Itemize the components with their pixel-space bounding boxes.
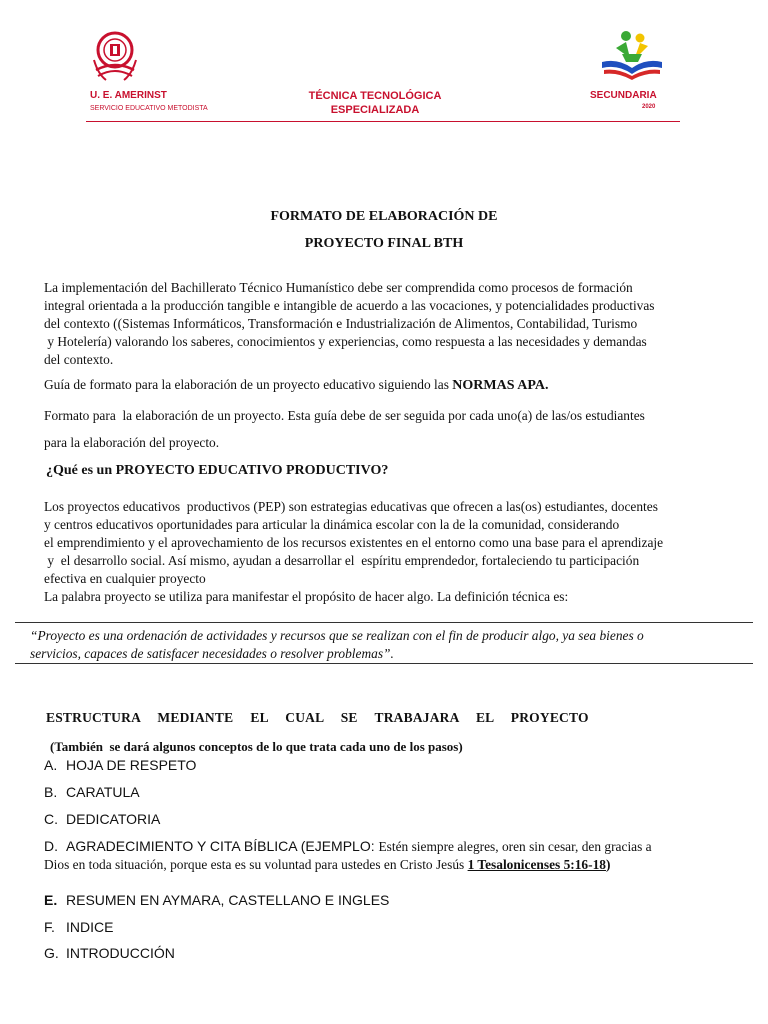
list-letter: D. bbox=[44, 838, 58, 854]
pep-line: La palabra proyecto se utiliza para manifestar el propósito de hacer algo. La definición técnica es: bbox=[44, 589, 569, 604]
quote-line: servicios, capaces de satisfacer necesidades o resolver problemas”. bbox=[30, 646, 394, 661]
list-text: INTRODUCCIÓN bbox=[66, 945, 175, 961]
definition-quote bbox=[30, 627, 750, 663]
guide-paragraph bbox=[44, 376, 744, 395]
list-text: DEDICATORIA bbox=[66, 811, 161, 827]
close-paren: ) bbox=[605, 857, 611, 872]
list-letter: B. bbox=[44, 784, 58, 800]
page-title-line2: PROYECTO FINAL BTH bbox=[304, 236, 464, 251]
list-text: HOJA DE RESPETO bbox=[66, 757, 197, 773]
list-letter: A. bbox=[44, 757, 58, 773]
intro-line: integral orientada a la producción tangible e intangible de acuerdo a las vocaciones, y potencialidades productivas bbox=[44, 298, 655, 313]
guide-bold: NORMAS APA. bbox=[452, 378, 549, 393]
pep-line: y centros educativos oportunidades para articular la dinámica escolar con la de la comunidad, considerando bbox=[44, 517, 620, 532]
bible-citation: 1 Tesalonicenses 5:16-18 bbox=[467, 857, 606, 872]
seal-logo-icon bbox=[92, 30, 138, 86]
technical-title-line2: ESPECIALIZADA bbox=[330, 104, 420, 116]
list-item bbox=[44, 918, 113, 936]
pep-line: el emprendimiento y el aprovechamiento de los recursos existentes en el entorno como una base para el aprendizaje bbox=[44, 535, 664, 550]
quote-line: “Proyecto es una ordenación de actividades y recursos que se realizan con el fin de producir algo, ya sea bienes o bbox=[30, 628, 644, 643]
school-subtitle: SERVICIO EDUCATIVO METODISTA bbox=[90, 105, 208, 112]
list-letter: F. bbox=[44, 919, 55, 935]
list-text: RESUMEN EN AYMARA, CASTELLANO E INGLES bbox=[66, 892, 390, 908]
pep-line: Los proyectos educativos productivos (PEP) son estrategias educativas que ofrecen a las(os) estudiantes, docentes bbox=[44, 499, 658, 514]
list-letter: C. bbox=[44, 811, 58, 827]
pep-line: efectiva en cualquier proyecto bbox=[44, 571, 206, 586]
list-text: INDICE bbox=[66, 919, 114, 935]
format-line: Formato para la elaboración de un proyecto. Esta guía debe de ser seguida por cada uno(a) de las/os estudiantes bbox=[44, 408, 645, 423]
intro-line: La implementación del Bachillerato Técnico Humanístico debe ser comprendida como procesos de formación bbox=[44, 280, 633, 295]
list-item bbox=[44, 837, 744, 874]
list-letter: G. bbox=[44, 945, 59, 961]
list-text-serif: Dios en toda situación, porque esta es su voluntad para ustedes en Cristo Jesús bbox=[44, 857, 468, 872]
list-item bbox=[44, 783, 140, 801]
list-letter: E. bbox=[44, 892, 58, 908]
structure-heading: ESTRUCTURA MEDIANTE EL CUAL SE TRABAJARA EL PROYECTO bbox=[46, 710, 589, 725]
format-paragraph bbox=[44, 402, 744, 456]
guide-text: Guía de formato para la elaboración de un proyecto educativo siguiendo las bbox=[44, 377, 453, 392]
header-divider bbox=[86, 121, 680, 122]
book-readers-logo-icon bbox=[600, 28, 664, 86]
list-item bbox=[44, 756, 196, 774]
list-item bbox=[44, 810, 160, 828]
intro-paragraph bbox=[44, 279, 744, 369]
page-title-line1: FORMATO DE ELABORACIÓN DE bbox=[270, 209, 498, 224]
level-label: SECUNDARIA bbox=[590, 90, 657, 101]
year-label: 2020 bbox=[642, 104, 656, 110]
technical-title bbox=[290, 89, 460, 117]
intro-line: del contexto ((Sistemas Informáticos, Transformación e Industrialización de Alimentos, Contabilidad, Turismo bbox=[44, 316, 638, 331]
list-item bbox=[44, 891, 389, 909]
question-heading: ¿Qué es un PROYECTO EDUCATIVO PRODUCTIVO? bbox=[46, 463, 389, 478]
technical-title-line1: TÉCNICA TECNOLÓGICA bbox=[308, 90, 442, 102]
structure-note: (También se dará algunos conceptos de lo que trata cada uno de los pasos) bbox=[50, 739, 463, 754]
list-text: AGRADECIMIENTO Y CITA BÍBLICA (EJEMPLO: bbox=[66, 838, 379, 854]
intro-line: y Hotelería) valorando los saberes, conocimientos y experiencias, como respuesta a las necesidades y demandas bbox=[44, 334, 647, 349]
list-text-serif: Estén siempre alegres, oren sin cesar, den gracias a bbox=[378, 839, 652, 854]
school-name: U. E. AMERINST bbox=[90, 90, 167, 101]
intro-line: del contexto. bbox=[44, 352, 114, 367]
format-line: para la elaboración del proyecto. bbox=[44, 435, 220, 450]
pep-line: y el desarrollo social. Así mismo, ayudan a desarrollar el espíritu emprendedor, fortaleciendo tu participación bbox=[44, 553, 640, 568]
list-item bbox=[44, 944, 175, 962]
list-text: CARATULA bbox=[66, 784, 140, 800]
pep-paragraph bbox=[44, 498, 744, 606]
